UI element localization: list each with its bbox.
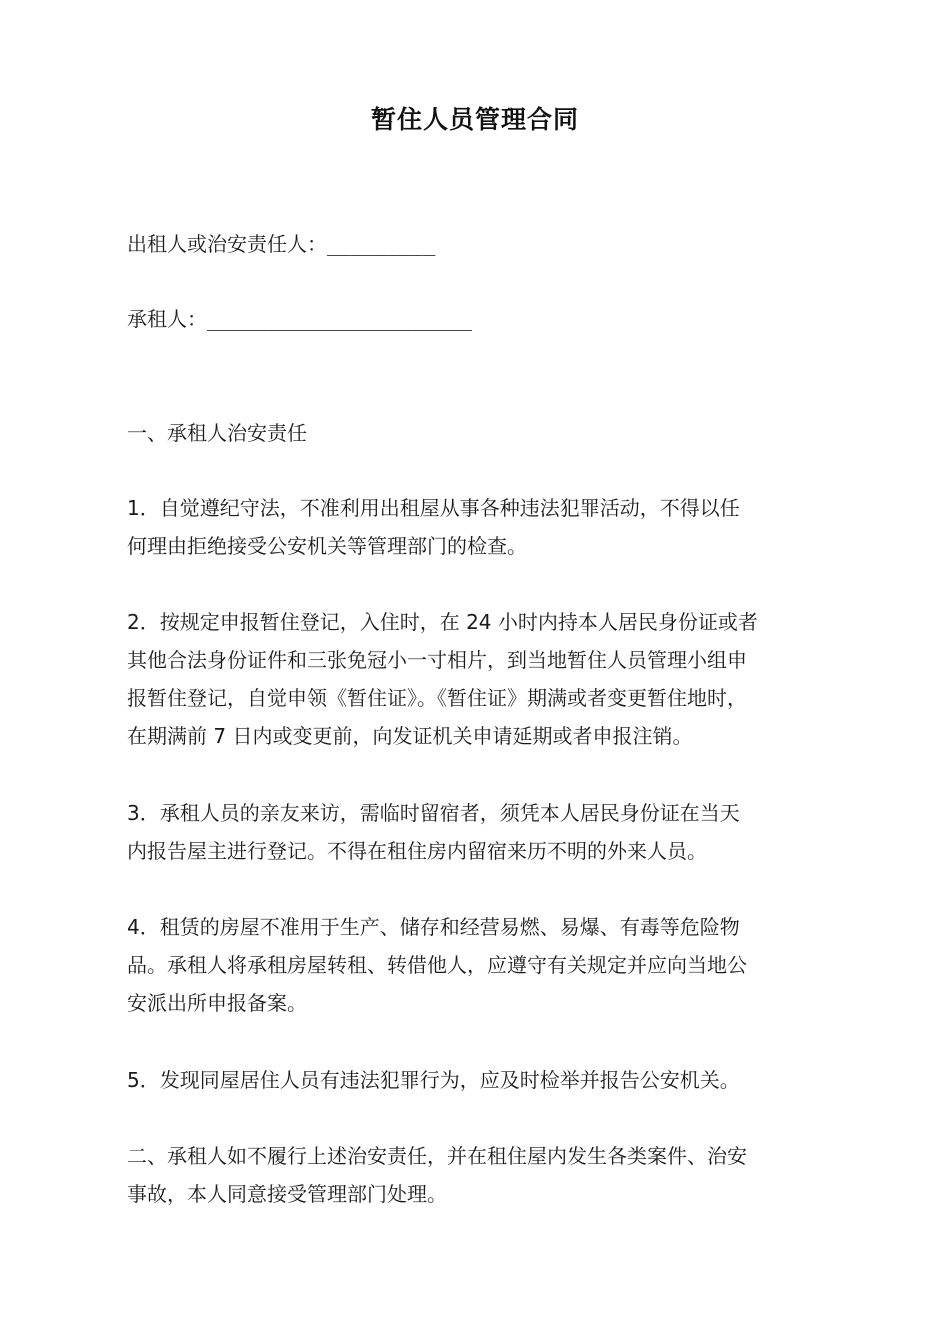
section2-line: 二、承租人如不履行上述治安责任，并在租住屋内发生各类案件、治安 xyxy=(127,1144,747,1168)
section1-heading: 一、承租人治安责任 xyxy=(127,421,307,445)
lessee-line xyxy=(127,300,472,338)
clause-3 xyxy=(127,794,839,870)
lessor-label: 出租人或治安责任人： xyxy=(127,232,327,256)
clause-2-line: 其他合法身份证件和三张免冠小一寸相片，到当地暂住人员管理小组申 xyxy=(127,648,747,672)
lessee-blank: ______________________ xyxy=(207,307,472,331)
clause-4-line: 安派出所申报备案。 xyxy=(127,991,307,1015)
clause-4-line: 品。承租人将承租房屋转租、转借他人，应遵守有关规定并应向当地公 xyxy=(127,953,747,977)
section2-line: 事故，本人同意接受管理部门处理。 xyxy=(127,1182,447,1206)
clause-2-line: 报暂住登记，自觉申领《暂住证》。《暂住证》期满或者变更暂住地时， xyxy=(127,686,747,710)
lessor-line xyxy=(127,225,435,263)
section2 xyxy=(127,1137,839,1213)
lessee-label: 承租人： xyxy=(127,307,207,331)
document-title: 暂住人员管理合同 xyxy=(370,105,579,134)
clause-5-line: 5．发现同屋居住人员有违法犯罪行为，应及时检举并报告公安机关。 xyxy=(127,1068,740,1092)
clause-2 xyxy=(127,603,839,755)
clause-4-line: 4．租赁的房屋不准用于生产、储存和经营易燃、易爆、有毒等危险物 xyxy=(127,915,740,939)
clause-3-line: 内报告屋主进行登记。不得在租住房内留宿来历不明的外来人员。 xyxy=(127,839,707,863)
clause-2-line: 2．按规定申报暂住登记，入住时，在 24 小时内持本人居民身份证或者 xyxy=(127,610,758,634)
clause-5 xyxy=(127,1061,839,1099)
clause-1-line: 何理由拒绝接受公安机关等管理部门的检查。 xyxy=(127,534,527,558)
clause-1 xyxy=(127,489,839,565)
clause-2-line: 在期满前 7 日内或变更前，向发证机关申请延期或者申报注销。 xyxy=(127,724,693,748)
clause-3-line: 3．承租人员的亲友来访，需临时留宿者，须凭本人居民身份证在当天 xyxy=(127,801,740,825)
lessor-blank: _________ xyxy=(327,232,436,256)
clause-4 xyxy=(127,908,839,1022)
clause-1-line: 1．自觉遵纪守法，不准利用出租屋从事各种违法犯罪活动，不得以任 xyxy=(127,496,740,520)
